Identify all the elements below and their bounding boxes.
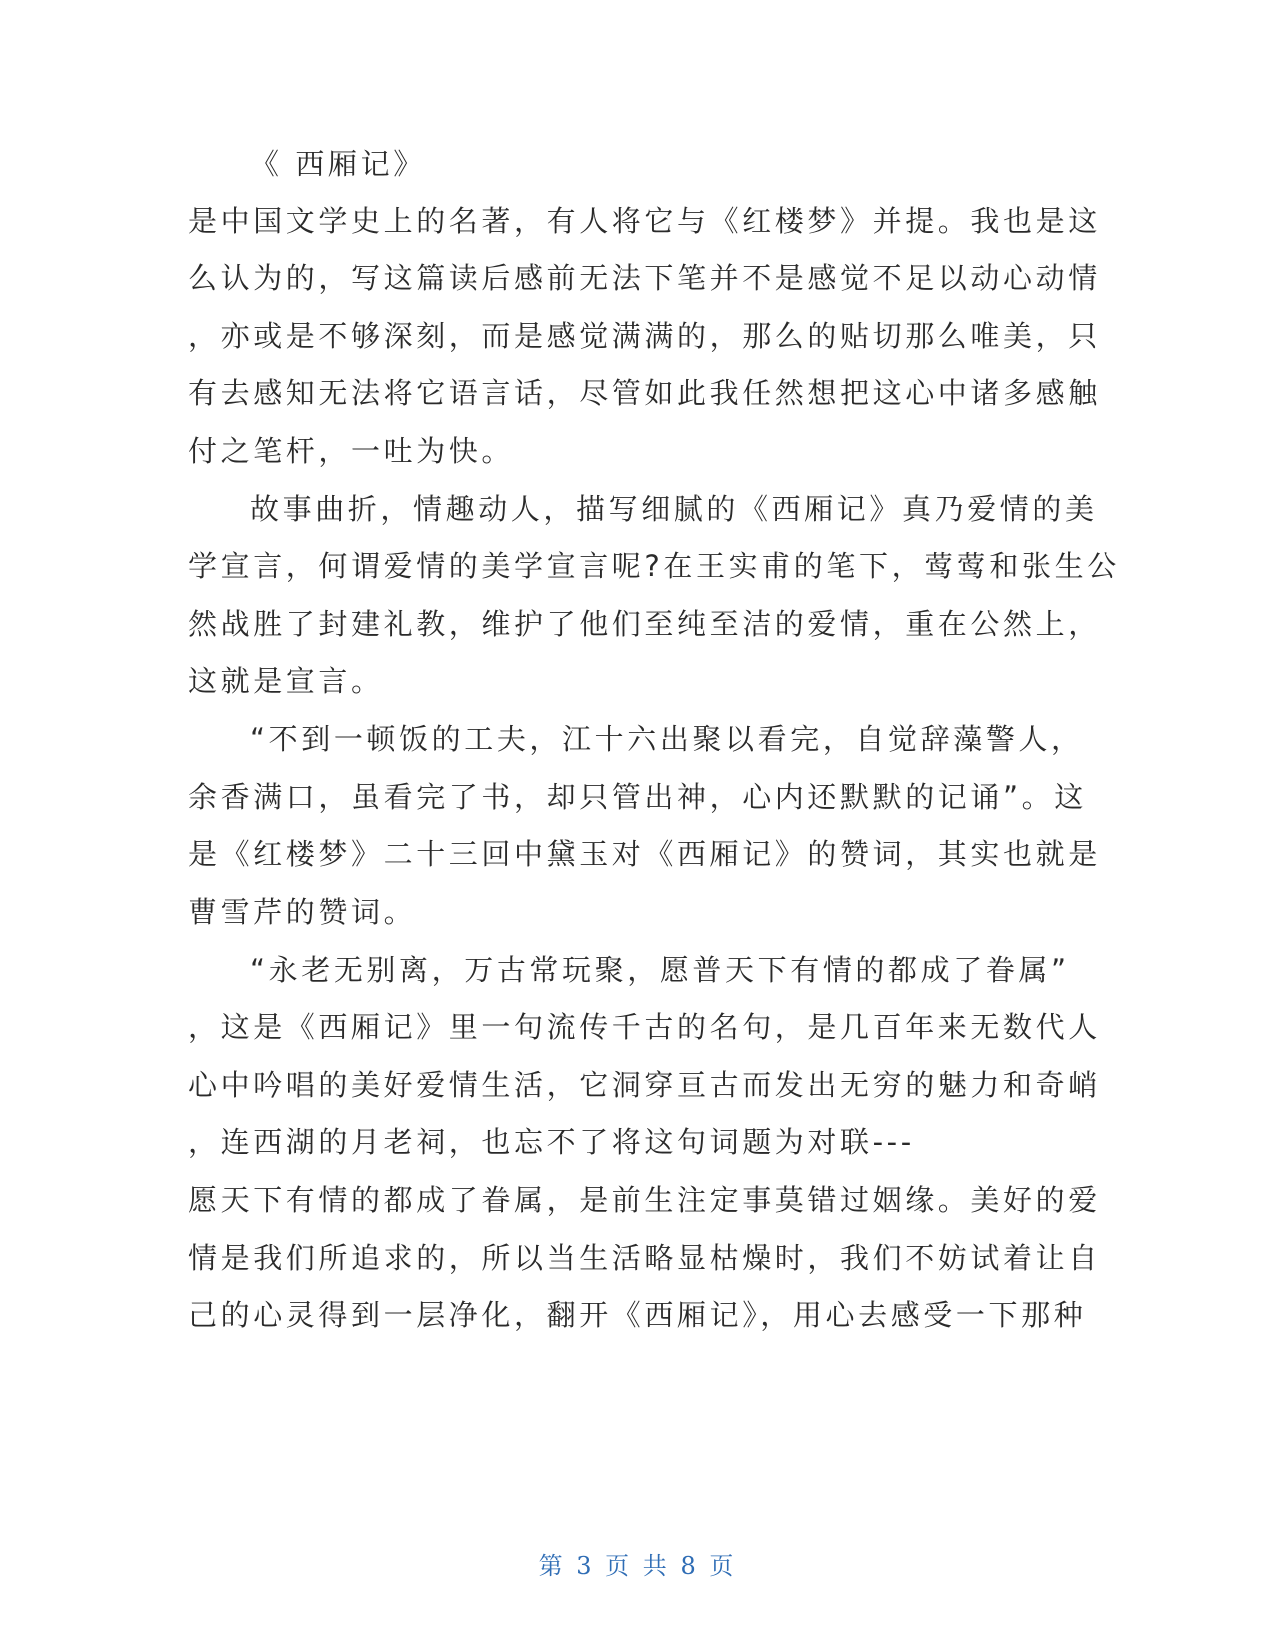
paragraph-1-line-4: 有去感知无法将它语言话，尽管如此我任然想把这心中诸多感触 xyxy=(188,376,1101,410)
paragraph-3-line-3: 是《红楼梦》二十三回中黛玉对《西厢记》的赞词，其实也就是 xyxy=(188,837,1101,871)
paragraph-1-line-2: 么认为的，写这篇读后感前无法下笔并不是感觉不足以动心动情 xyxy=(188,261,1101,295)
paragraph-4-line-6: 情是我们所追求的，所以当生活略显枯燥时，我们不妨试着让自 xyxy=(188,1241,1101,1275)
paragraph-4-line-1: “永老无别离，万古常玩聚，愿普天下有情的都成了眷属” xyxy=(250,953,1070,987)
paragraph-4-line-2: ，这是《西厢记》里一句流传千古的名句，是几百年来无数代人 xyxy=(188,1010,1101,1044)
paragraph-1-line-1: 是中国文学史上的名著，有人将它与《红楼梦》并提。我也是这 xyxy=(188,204,1101,238)
paragraph-3-line-4: 曹雪芹的赞词。 xyxy=(188,895,417,929)
paragraph-1-line-3: ，亦或是不够深刻，而是感觉满满的，那么的贴切那么唯美，只 xyxy=(188,319,1101,353)
paragraph-3-line-1: “不到一顿饭的工夫，江十六出聚以看完，自觉辞藻警人， xyxy=(250,722,1084,756)
paragraph-3-line-2: 余香满口，虽看完了书，却只管出神，心内还默默的记诵”。这 xyxy=(188,780,1087,814)
paragraph-1-line-5: 付之笔杆，一吐为快。 xyxy=(188,434,515,468)
paragraph-2-line-4: 这就是宣言。 xyxy=(188,664,384,698)
paragraph-4-line-5: 愿天下有情的都成了眷属，是前生注定事莫错过姻缘。美好的爱 xyxy=(188,1183,1101,1217)
paragraph-4-line-7: 己的心灵得到一层净化，翻开《西厢记》，用心去感受一下那种 xyxy=(188,1298,1087,1332)
page-number-footer: 第 3 页 共 8 页 xyxy=(538,1552,737,1580)
document-title: 《 西厢记》 xyxy=(250,147,426,181)
paragraph-2-line-3: 然战胜了封建礼教，维护了他们至纯至洁的爱情，重在公然上， xyxy=(188,607,1101,641)
paragraph-2-line-1: 故事曲折，情趣动人，描写细腻的《西厢记》真乃爱情的美 xyxy=(250,492,1098,526)
paragraph-4-line-3: 心中吟唱的美好爱情生活，它洞穿亘古而发出无穷的魅力和奇峭 xyxy=(188,1068,1101,1102)
paragraph-2-line-2: 学宣言，何谓爱情的美学宣言呢?在王实甫的笔下，莺莺和张生公 xyxy=(188,549,1120,583)
paragraph-4-line-4: ，连西湖的月老祠，也忘不了将这句词题为对联--- xyxy=(188,1125,915,1159)
